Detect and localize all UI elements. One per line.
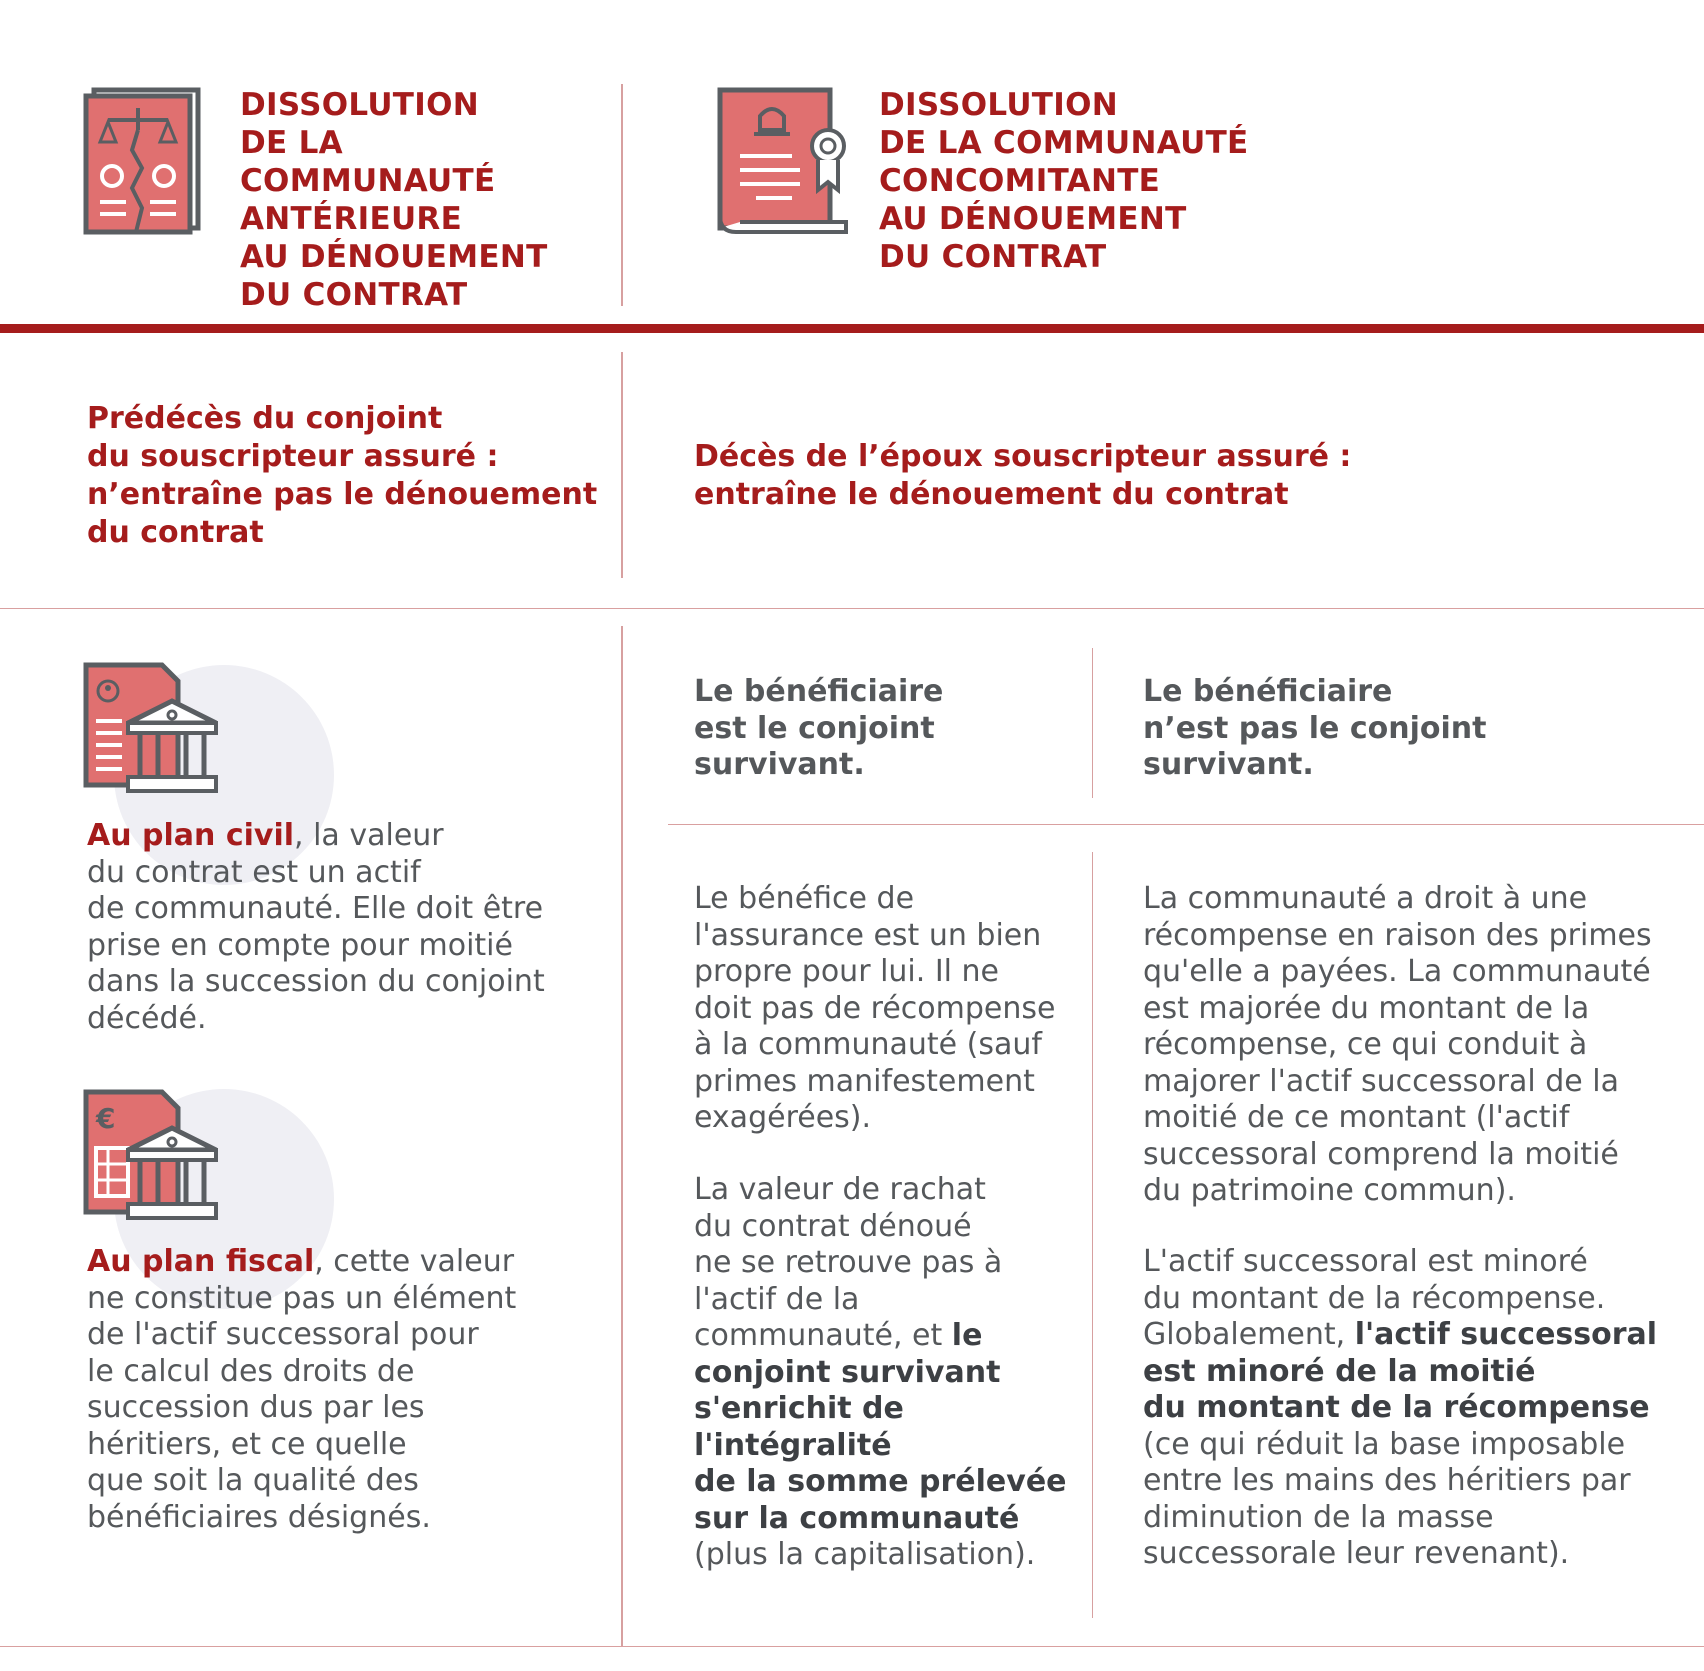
divorce-document-icon [86, 90, 200, 232]
beneficiary-spouse-p2-bold: le conjoint survivant s'enrichit de l'intégralité de la somme prélevée sur la communauté [694, 1318, 1067, 1536]
divider-beneficiary-body [1092, 852, 1093, 1618]
beneficiary-other-p2-bold: l'actif successoral est minoré de la moitié du montant de la récompense [1143, 1317, 1658, 1425]
death-certificate-icon [720, 90, 852, 232]
divider-subheading [621, 352, 623, 578]
left-heading: DISSOLUTION DE LA COMMUNAUTÉ ANTÉRIEURE AU DÉNOUEMENT DU CONTRAT [240, 87, 548, 313]
civil-lead: Au plan civil [87, 818, 295, 853]
divider-header [621, 84, 623, 306]
beneficiary-other-p2-start: L'actif successoral est minoré du montant de la récompense. Globalement, [1143, 1244, 1606, 1352]
right-subheading: Décès de l’époux souscripteur assuré : entraîne le dénouement du contrat [694, 439, 1352, 512]
beneficiary-other-p1: La communauté a droit à une récompense en raison des primes qu'elle a payées. La communauté est majorée du montant de la récompense, ce qui conduit à majorer l'actif successoral de la moitié de ce montant (l'actif successoral comprend la moitié du patrimoine commun). [1143, 881, 1652, 1208]
civil-text [87, 818, 607, 1037]
beneficiary-spouse-heading: Le bénéficiaire est le conjoint survivant. [694, 674, 944, 782]
header-rule [0, 324, 1704, 333]
euro-bank-icon [86, 1092, 220, 1224]
fiscal-body: , cette valeur ne constitue pas un élément de l'actif successoral pour le calcul des droits de succession dus par les héritiers, et ce quelle que soit la qualité des bénéficiaires désignés. [87, 1244, 517, 1535]
subheading-rule [0, 608, 1704, 609]
contract-bank-icon [86, 665, 220, 797]
divider-main [621, 626, 623, 1646]
right-heading: DISSOLUTION DE LA COMMUNAUTÉ CONCOMITANTE AU DÉNOUEMENT DU CONTRAT [879, 87, 1249, 275]
fiscal-lead: Au plan fiscal [87, 1244, 315, 1279]
svg-text:€: € [96, 1102, 116, 1135]
beneficiary-other-heading: Le bénéficiaire n’est pas le conjoint survivant. [1143, 674, 1487, 782]
beneficiary-spouse-p2 [694, 1172, 1084, 1574]
fiscal-text [87, 1244, 607, 1536]
footer-rule [0, 1646, 1704, 1647]
beneficiary-rule [668, 824, 1704, 825]
beneficiary-spouse-p2-end: (plus la capitalisation). [694, 1537, 1036, 1572]
beneficiary-other-p2-end: (ce qui réduit la base imposable entre les mains des héritiers par diminution de la masse successorale leur revenant). [1143, 1426, 1631, 1571]
beneficiary-other-p2 [1143, 1244, 1703, 1573]
divider-beneficiary-heading [1092, 648, 1093, 798]
left-subheading: Prédécès du conjoint du souscripteur assuré : n’entraîne pas le dénouement du contrat [87, 401, 598, 550]
beneficiary-spouse-p1: Le bénéfice de l'assurance est un bien propre pour lui. Il ne doit pas de récompense à la communauté (sauf primes manifestement exagérées). [694, 881, 1056, 1135]
civil-body: , la valeur du contrat est un actif de communauté. Elle doit être prise en compte pour moitié dans la succession du conjoint décédé. [87, 818, 545, 1036]
beneficiary-spouse-p2-start: La valeur de rachat du contrat dénoué ne se retrouve pas à l'actif de la communauté, et [694, 1172, 1003, 1353]
